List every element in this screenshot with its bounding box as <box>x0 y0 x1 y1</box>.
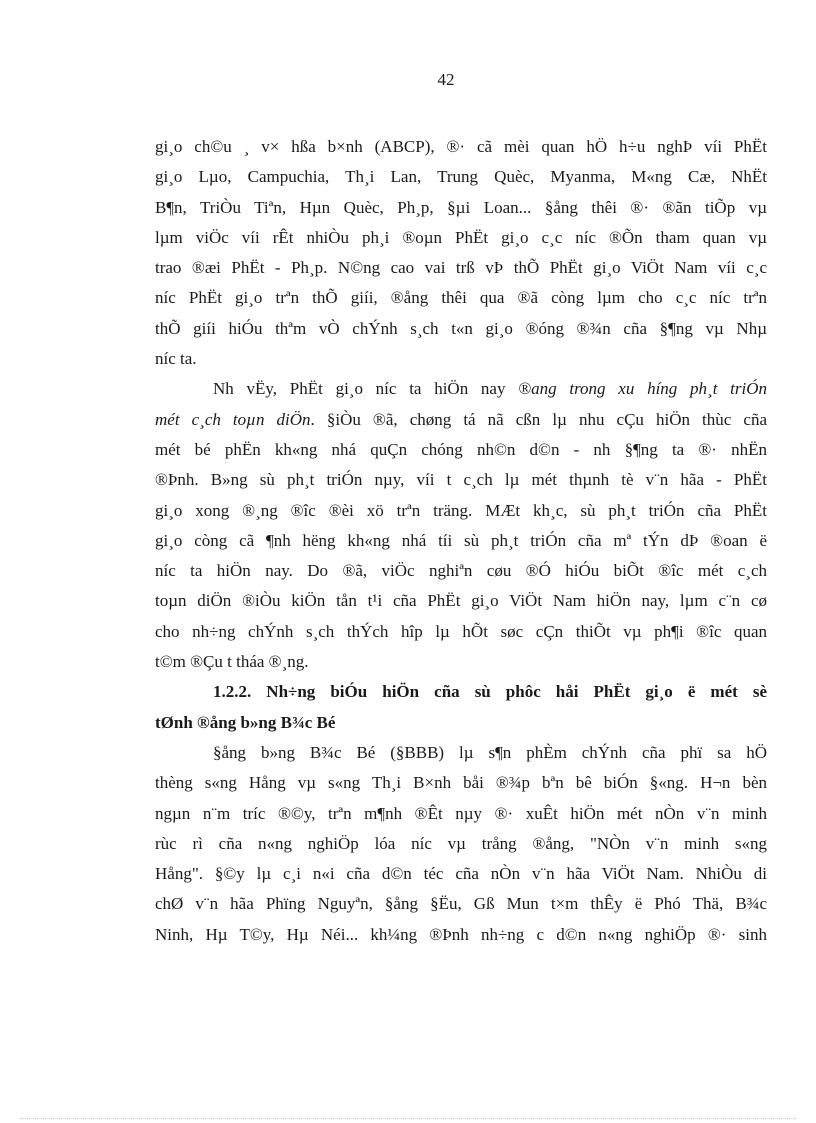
text-line: chØ v¨n hãa Phïng Nguyªn, §ång §Ëu, Gß Mun t×m thÊy ë Phó Thä, B¾c <box>155 894 767 914</box>
text-line: gi¸o xong ®¸ng ®îc ®èi xö trªn träng. MÆt kh¸c, sù ph¸t triÓn cña PhËt <box>155 500 767 520</box>
section-heading <box>155 677 767 738</box>
text-line: Ninh, Hµ T©y, Hµ Néi... kh¼ng ®Þnh nh÷ng c d©n n«ng nghiÖp ®· sinh <box>155 924 767 944</box>
emphasis-text: ®ang trong xu híng ph¸t triÓn <box>518 379 767 399</box>
heading-line: tØnh ®ång b»ng B¾c Bé <box>155 712 336 732</box>
text-line: t©m ®Çu t tháa ®¸ng. <box>155 652 309 672</box>
text-line: gi¸o ch©u ¸ v× hßa b×nh (ABCP), ®· cã mèi quan hÖ h÷u nghÞ víi PhËt <box>155 137 767 156</box>
text-line: Hång". §©y lµ c¸i n«i cña d©n téc cña nÒn v¨n hãa ViÖt Nam. NhiÒu di <box>155 864 767 884</box>
text-line: lµm viÖc víi rÊt nhiÒu ph¸i ®oµn PhËt gi¸o c¸c níc ®Õn tham quan vµ <box>155 227 767 247</box>
text-run: Nh vËy, PhËt gi¸o níc ta hiÖn nay <box>213 379 519 399</box>
text-line: thèng s«ng Hång vµ s«ng Th¸i B×nh båi ®¾p bªn bê biÓn §«ng. H¬n bèn <box>155 773 767 793</box>
text-line: mét bé phËn kh«ng nhá quÇn chóng nh©n d©n - nh §¶ng ta ®· nhËn <box>155 439 767 459</box>
text-line: §ång b»ng B¾c Bé (§BBB) lµ s¶n phÈm chÝnh cña phï sa hÖ <box>213 742 767 762</box>
text-line: gi¸o còng cã ¶nh hëng kh«ng nhá tíi sù ph¸t triÓn cña mª tÝn dÞ ®oan ë <box>155 530 767 550</box>
emphasis-text: mét c¸ch toµn diÖn <box>155 409 311 429</box>
text-run: . §iÒu ®ã, chøng tá nã cßn lµ nhu cÇu hiÖn thùc cña <box>310 409 767 429</box>
text-line: níc ta hiÖn nay. Do ®ã, viÖc nghiªn cøu ®Ó hiÓu biÕt ®îc mét c¸ch <box>155 561 767 581</box>
page-bottom-rule <box>20 1118 796 1119</box>
text-line <box>155 374 767 404</box>
paragraph-buddhist-relations <box>155 132 767 374</box>
text-line: ngµn n¨m tríc ®©y, trªn m¶nh ®Êt nµy ®· xuÊt hiÖn mét nÒn v¨n minh <box>155 803 767 823</box>
paragraph-development <box>155 374 767 677</box>
text-line: ®Þnh. B»ng sù ph¸t triÓn nµy, víi t c¸ch lµ mét thµnh tè v¨n hãa - PhËt <box>155 470 767 490</box>
page-number: 42 <box>437 70 455 89</box>
text-line: B¶n, TriÒu Tiªn, Hµn Quèc, Ph¸p, §µi Loan... §ång thêi ®· ®ãn tiÕp vµ <box>155 197 767 217</box>
text-line: rùc rì cña n«ng nghiÖp lóa níc vµ trång ®ång, "NÒn v¨n minh s«ng <box>155 833 767 853</box>
text-line: gi¸o Lµo, Campuchia, Th¸i Lan, Trung Quèc, Myanma, M«ng Cæ, NhËt <box>155 167 767 187</box>
text-line: trao ®æi PhËt - Ph¸p. N©ng cao vai trß vÞ thÕ PhËt gi¸o ViÖt Nam víi c¸c <box>155 258 767 278</box>
text-line: cho nh÷ng chÝnh s¸ch thÝch hîp lµ hÕt søc cÇn thiÕt vµ ph¶i ®îc quan <box>155 621 767 641</box>
text-line: thÕ giíi hiÓu thªm vÒ chÝnh s¸ch t«n gi¸o ®óng ®¾n cña §¶ng vµ Nhµ <box>155 318 767 338</box>
text-line: níc ta. <box>155 349 197 369</box>
text-line: níc PhËt gi¸o trªn thÕ giíi, ®ång thêi qua ®ã còng lµm cho c¸c níc trªn <box>155 288 767 308</box>
text-line <box>155 405 767 435</box>
heading-line: 1.2.2. Nh÷ng biÓu hiÖn cña sù phôc håi PhËt gi¸o ë mét sè <box>213 682 767 702</box>
page-body <box>155 132 767 950</box>
paragraph-red-river-delta <box>155 738 767 950</box>
text-line: toµn diÖn ®iÒu kiÖn tån t¹i cña PhËt gi¸o ViÖt Nam hiÖn nay, lµm c¨n cø <box>155 591 767 611</box>
